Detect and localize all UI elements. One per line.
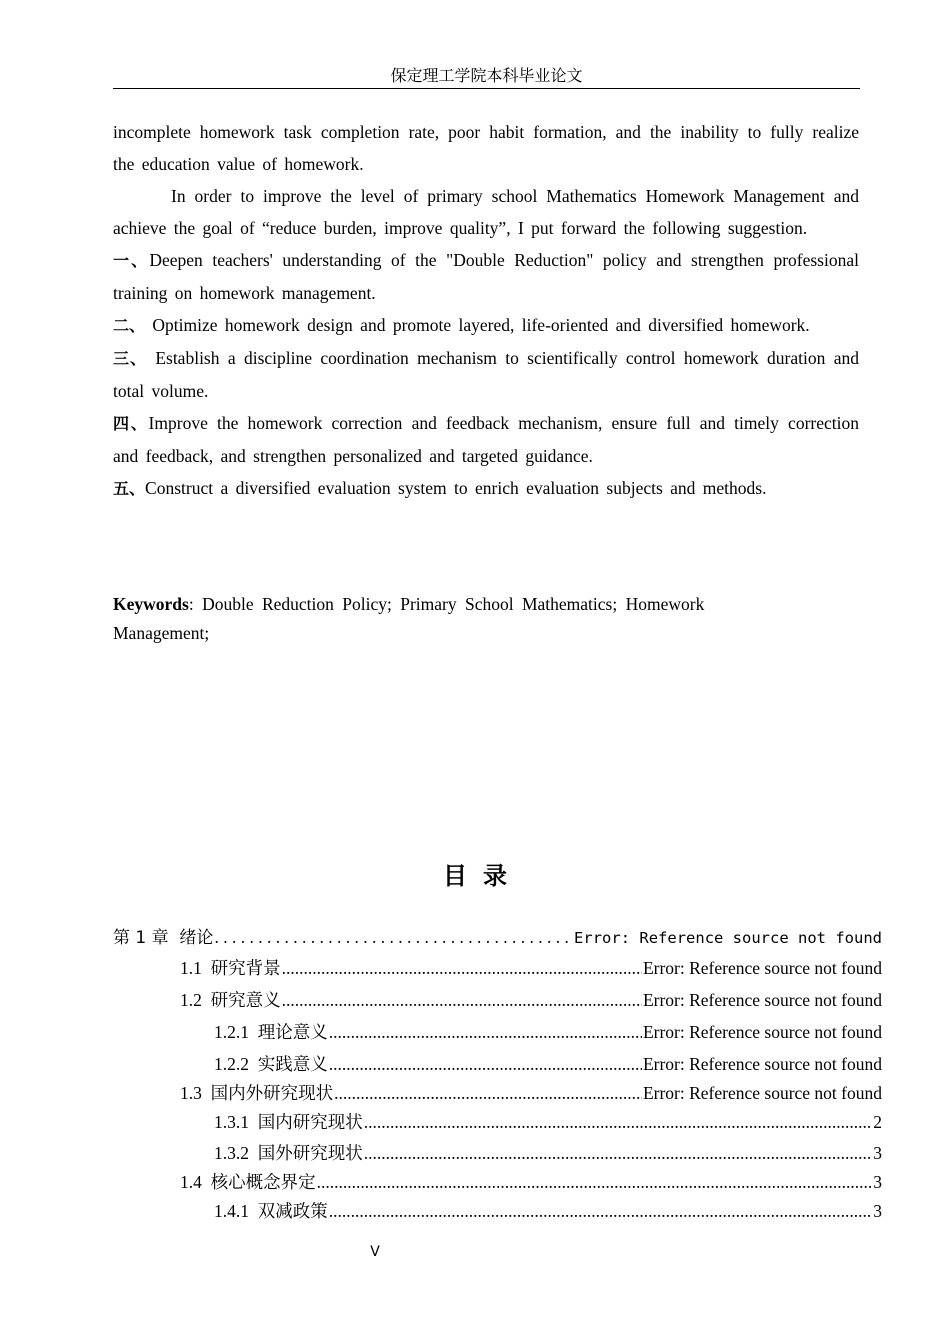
suggestion-text: Establish a discipline coordination mechanism to scientifically control homework duration and total volume. — [113, 348, 859, 401]
paragraph-intro: In order to improve the level of primary school Mathematics Homework Management and achieve the goal of “reduce burden, improve quality”, I put forward the following suggestion. — [113, 186, 859, 238]
toc-entry-page: Error: Reference source not found — [642, 1083, 882, 1103]
toc-entry-page: Error: Reference source not found — [642, 990, 882, 1010]
suggestion-2 — [113, 309, 859, 342]
toc-entry-page: 3 — [873, 1143, 882, 1163]
toc-entry-1-3[interactable] — [180, 1081, 882, 1105]
suggestion-5 — [113, 472, 859, 505]
toc-leader-dots — [329, 1052, 642, 1076]
abstract-body — [113, 116, 859, 505]
toc-entry-1-3-2[interactable] — [214, 1141, 882, 1165]
toc-entry-label: 1.2.2 实践意义 — [214, 1054, 328, 1074]
toc-entry-page: 2 — [873, 1112, 882, 1132]
page-number: V — [370, 1244, 380, 1260]
toc-entry-1-2[interactable] — [180, 988, 882, 1012]
toc-entry-page: 3 — [873, 1172, 882, 1192]
toc-entry-label: 第 1 章 绪论 — [113, 928, 214, 948]
toc-entry-page: Error: Reference source not found — [642, 1022, 882, 1042]
suggestion-number: 五、 — [113, 479, 146, 498]
toc-entry-page: 3 — [873, 1201, 882, 1221]
toc-entry-label: 1.3.1 国内研究现状 — [214, 1112, 363, 1132]
suggestion-text: Construct a diversified evaluation system to enrich evaluation subjects and methods. — [145, 478, 767, 498]
toc-entry-page: Error: Reference source not found — [642, 1054, 882, 1074]
suggestion-number: 一、 — [113, 251, 150, 270]
toc-leader-dots — [329, 1020, 642, 1044]
paragraph-continuation: incomplete homework task completion rate, poor habit formation, and the inability to fully realize the education value of homework. — [113, 122, 859, 174]
toc-entry-1-4[interactable] — [180, 1170, 882, 1194]
toc-title: 目录 — [443, 862, 523, 890]
toc-entry-1-3-1[interactable] — [214, 1110, 882, 1134]
suggestion-number: 三、 — [113, 349, 147, 368]
suggestion-number: 二、 — [113, 316, 146, 335]
toc-entry-label: 1.2 研究意义 — [180, 990, 281, 1010]
page-header — [113, 66, 860, 89]
toc-entry-label: 1.2.1 理论意义 — [214, 1022, 328, 1042]
suggestion-text: Deepen teachers' understanding of the "Double Reduction" policy and strengthen professional training on homework management. — [113, 250, 859, 303]
toc-leader-dots — [317, 1170, 873, 1194]
toc-entry-1-4-1[interactable] — [214, 1199, 882, 1223]
toc-entry-label: 1.3.2 国外研究现状 — [214, 1143, 363, 1163]
toc-leader-dots — [364, 1141, 873, 1165]
toc-leader-dots — [364, 1110, 873, 1134]
toc-entry-label: 1.1 研究背景 — [180, 958, 281, 978]
suggestion-1 — [113, 244, 859, 309]
suggestion-4 — [113, 407, 859, 472]
suggestion-3 — [113, 342, 859, 407]
keywords-text: : Double Reduction Policy; Primary School Mathematics; Homework Management; — [113, 594, 705, 643]
toc-entry-1-1[interactable] — [180, 956, 882, 980]
toc-leader-dots — [329, 1199, 873, 1223]
toc-entry-page: Error: Reference source not found — [574, 929, 882, 947]
toc-entry-chapter-1[interactable] — [113, 925, 882, 949]
toc-leader-dots — [282, 988, 642, 1012]
toc-entry-label: 1.3 国内外研究现状 — [180, 1083, 334, 1103]
suggestion-text: Optimize homework design and promote layered, life-oriented and diversified homework. — [145, 315, 810, 335]
toc-leader-dots — [214, 925, 573, 949]
toc-entry-page: Error: Reference source not found — [642, 958, 882, 978]
toc-entry-label: 1.4 核心概念界定 — [180, 1172, 316, 1192]
toc-entry-label: 1.4.1 双减政策 — [214, 1201, 328, 1221]
toc-entry-1-2-2[interactable] — [214, 1052, 882, 1076]
keywords-label: Keywords — [113, 594, 189, 614]
toc-leader-dots — [334, 1081, 642, 1105]
header-title: 保定理工学院本科毕业论文 — [390, 68, 583, 85]
suggestion-text: Improve the homework correction and feedback mechanism, ensure full and timely correction and feedback, and strengthen personalized and targeted guidance. — [113, 413, 859, 466]
keywords — [113, 590, 773, 648]
suggestion-number: 四、 — [113, 414, 149, 433]
toc-leader-dots — [282, 956, 642, 980]
toc-entry-1-2-1[interactable] — [214, 1020, 882, 1044]
